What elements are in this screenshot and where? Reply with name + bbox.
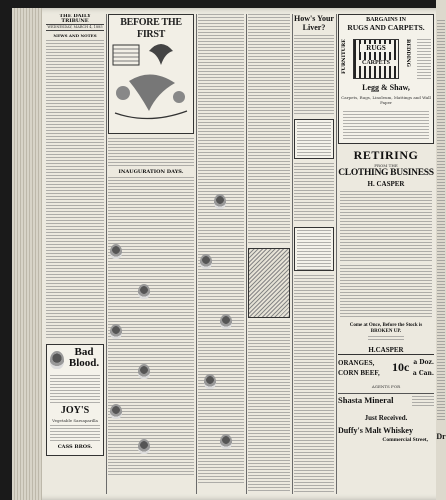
column-rule [336,14,337,494]
next-page-text [437,20,445,420]
eagle-flag-drawing [109,31,193,131]
agents-for-text: AGENTS FOR [371,384,401,389]
column-5-ads [338,14,434,498]
ad-text [340,265,432,319]
per-can-text: a Can. [412,370,434,377]
corn-beef-text: CORN BEEF, [338,369,380,377]
column-2 [108,14,194,494]
bad-blood-ad [46,344,104,456]
oranges-text: ORANGES, [338,359,375,367]
ad-text [412,396,434,408]
portrait-image [200,254,212,269]
portrait-image [204,374,216,389]
portrait-image [220,434,232,449]
casper-name: H. CASPER [367,180,405,188]
bedding-label: BEDDING [405,39,411,67]
ad-text [417,39,431,79]
rugs-carpets-heading: RUGS AND CARPETS. [347,23,425,32]
column-rule [196,14,197,494]
column-rule [292,14,293,494]
casper-signature: H.CASPER [338,346,434,355]
duffy-text: Duffy's Malt Whiskey [338,426,413,435]
commercial-street-text: Commercial Street, [382,437,428,443]
clothing-business-heading: CLOTHING BUSINESS [338,168,434,178]
price-text: 10c [392,360,410,374]
column-1 [46,14,104,494]
inauguration-heading: INAUGURATION DAYS. [118,169,184,175]
per-doz-text: a Doz. [413,359,434,366]
shasta-text: Shasta Mineral [338,395,394,405]
ad-text [50,425,100,441]
furniture-label: FURNITURE [341,39,347,75]
ad-text [340,191,432,261]
broken-up-text: BROKEN UP. [370,329,402,334]
column-rule [106,14,107,494]
rug-graphic [353,39,399,79]
oranges-ad [338,359,434,393]
bad-blood-title: Bad Blood. [68,346,100,369]
newspaper-page [12,8,444,500]
bargains-heading: BARGAINS IN [366,17,406,23]
next-page-edge [436,0,446,500]
just-received-text: Just Received. [364,414,408,422]
rugs-carpets-ad [338,14,434,144]
crowd-illustration [248,248,290,318]
column-text [198,14,244,484]
joys-title: JOY'S [60,405,90,416]
banner-illustration [108,14,194,134]
column-text [46,40,104,340]
portrait-image [110,244,122,259]
notice-box [294,227,334,271]
portrait-image [110,404,122,419]
rugs-word: RUGS [360,44,392,52]
carpets-word: CARPETS [356,60,396,66]
portrait-image [220,314,232,329]
column-rule [246,14,247,494]
column-text [294,35,334,115]
banner-title: BEFORE THE FIRST [120,17,182,40]
legg-shaw-name: Legg & Shaw, [362,83,410,92]
page-edge-stack [12,8,42,500]
portrait-image [214,194,226,209]
joys-subtitle: Vegetable Sarsaparilla [52,418,98,423]
ad-text [50,375,100,403]
column-text [294,275,334,494]
retiring-heading: RETIRING [353,148,419,162]
ad-portrait-image [50,351,64,369]
column-text [248,322,290,492]
ad-text [368,336,404,342]
column-text [248,14,290,244]
legg-shaw-subtitle: Carpets, Rugs, Linoleum, Mattings and Wall Paper [341,95,431,105]
portrait-image [138,284,150,299]
shasta-ad [338,393,434,412]
column-3 [198,14,244,494]
column-text [294,163,334,223]
portrait-image [110,324,122,339]
from-the-label: FROM THE [374,163,398,168]
column-text [108,138,194,168]
masthead-title: THE DAILY TRIBUNE [59,14,91,24]
portrait-image [138,364,150,379]
druggist-name: CASS BROS. [57,444,93,450]
ad-text [343,111,429,141]
your-liver-heading: How's Your Liver? [294,14,334,32]
portrait-image [138,439,150,454]
column-4b [294,14,334,494]
next-page-fragment: Dr [436,432,446,441]
news-heading: NEWS AND NOTES [53,33,97,38]
come-at-once-text: Come at Once, Before the Stock is [349,323,423,328]
masthead-dateline: WEDNESDAY, MARCH 4, 1885 [47,25,103,29]
column-4 [248,14,290,494]
notice-box [294,119,334,159]
